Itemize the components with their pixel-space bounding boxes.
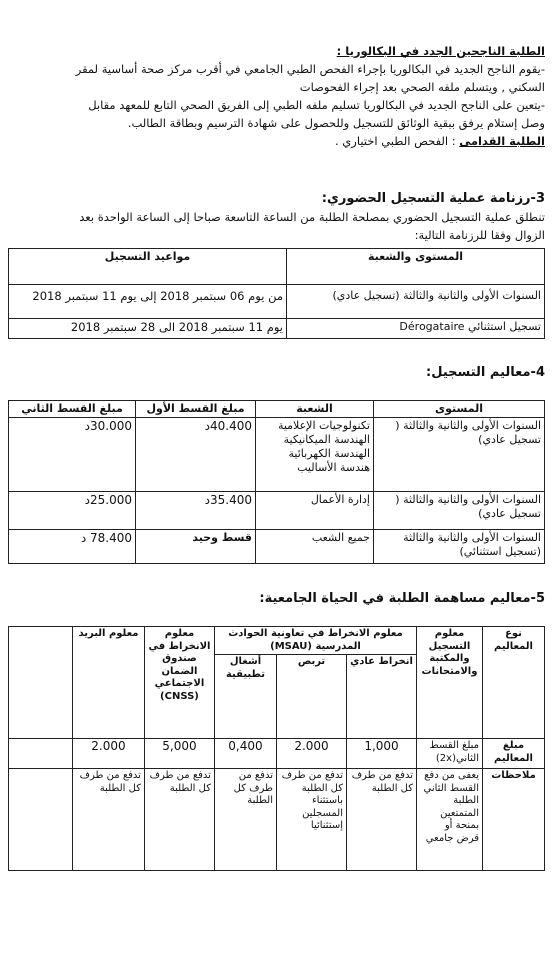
table-row (8, 769, 544, 871)
notes-row-label: ملاحظات (483, 769, 545, 871)
contrib-header-post: معلوم البريد (72, 627, 144, 739)
table-row (9, 492, 545, 530)
fees-first-cell: 40.400د (136, 418, 256, 492)
fees-header-second: مبلغ القسط الثاني (9, 401, 136, 418)
new-students-p1-line2: السكني , ويتسلم ملفه الصحي بعد إجراء الفحوصات (299, 80, 545, 94)
new-students-p1-line1: -يقوم الناجح الجديد في البكالوريا بإجراء الفحص الطبي الجامعي في أقرب مركز صحة أساسية لمقر (75, 62, 545, 76)
fees-branch-cell: إدارة الأعمال (256, 492, 374, 530)
new-students-p2-line1: -يتعين على الناجح الجديد في البكالوريا تسليم ملفه الطبي إلى الفريق الصحي التابع للمعهد مقابل (88, 98, 545, 112)
fees-level-cell: السنوات الأولى والثانية والثالثة ( تسجيل عادي) (374, 418, 545, 492)
fees-header-level: المستوى (374, 401, 545, 418)
fees-second-cell: 78.400 د (9, 530, 136, 564)
schedule-header-dates: مواعيد التسجيل (9, 249, 287, 285)
amount-msau-intern: 2.000 (277, 739, 347, 769)
note-empty (8, 769, 72, 871)
section4-title: 4-معاليم التسجيل: (426, 365, 545, 380)
note-post: تدفع من طرف كل الطلبة (72, 769, 144, 871)
schedule-level-cell: السنوات الأولى والثانية والثالثة (تسجيل عادي) (287, 285, 545, 319)
fees-header-first: مبلغ القسط الأول (136, 401, 256, 418)
new-students-title: الطلبة الناجحين الجدد في البكالوريا : (336, 44, 545, 58)
contrib-header-empty (8, 627, 72, 739)
old-students-title: الطلبة القدامى (459, 134, 545, 148)
fees-first-cell: 35.400د (136, 492, 256, 530)
contrib-header-cnss: معلوم الانخراط في صندوق الضمان الاجتماعي (CNSS) (144, 627, 214, 739)
registration-schedule-table (8, 248, 545, 339)
contrib-header-type: نوع المعاليم (483, 627, 545, 739)
contrib-header-msau-regular: انخراط عادي (347, 655, 417, 739)
contribution-fees-table (8, 626, 545, 871)
table-row (9, 285, 545, 319)
new-students-p2-line2: وصل إستلام يرفق ببقية الوثائق للتسجيل وللحصول على شهادة الترسيم وبطاقة الطالب. (127, 116, 545, 130)
section3-desc-line2: الزوال وفقا للرزنامة التالية: (414, 228, 545, 242)
amount-registration: مبلغ القسط الثاني(2x) (417, 739, 483, 769)
schedule-header-level: المستوى والشعبة (287, 249, 545, 285)
branch-line: هندسة الأساليب (297, 461, 370, 474)
fees-level-cell: السنوات الأولى والثانية والثالثة ( تسجيل عادي) (374, 492, 545, 530)
fees-header-branch: الشعبة (256, 401, 374, 418)
table-row (9, 530, 545, 564)
amount-post: 2.000 (72, 739, 144, 769)
note-registration: يعفى من دفع القسط الثاني الطلبة المتمتعين بمنحة أو قرض جامعي (417, 769, 483, 871)
amount-msau-practical: 0,400 (214, 739, 276, 769)
registration-fees-table (8, 400, 545, 564)
fees-second-cell: 25.000د (9, 492, 136, 530)
fees-second-cell: 30.000د (9, 418, 136, 492)
contrib-header-msau-practical: أشغال تطبيقية (214, 655, 276, 739)
schedule-dates-cell: يوم 11 سبتمبر 2018 الى 28 سبتمبر 2018 (9, 319, 287, 339)
contrib-header-registration: معلوم التسجيل والمكتبة والامتحانات (417, 627, 483, 739)
branch-line: تكنولوجيات الإعلامية (277, 419, 370, 432)
schedule-dates-cell: من يوم 06 سبتمبر 2018 إلى يوم 11 سبتمبر 2018 (9, 285, 287, 319)
note-cnss: تدفع من طرف كل الطلبة (144, 769, 214, 871)
section3-title: 3-رزنامة عملية التسجيل الحضوري: (321, 191, 545, 206)
old-students-text: : الفحص الطبي اختياري . (334, 134, 456, 148)
schedule-level-cell: تسجيل استثنائي Dérogataire (287, 319, 545, 339)
note-msau-intern: تدفع من طرف كل الطلبة باستثناء المسجلين إستثنائيا (277, 769, 347, 871)
section5-title: 5-معاليم مساهمة الطلبة في الحياة الجامعية: (259, 591, 545, 606)
amount-msau-regular: 1,000 (347, 739, 417, 769)
amounts-row-label: مبلغ المعاليم (483, 739, 545, 769)
table-row (9, 319, 545, 339)
branch-line: الهندسة الكهربائية (288, 447, 370, 460)
fees-branch-cell: جميع الشعب (256, 530, 374, 564)
section3-desc-line1: تنطلق عملية التسجيل الحضوري بمصلحة الطلبة من الساعة التاسعة صباحا إلى الساعة الواحدة بعد (79, 210, 545, 224)
amount-cnss: 5,000 (144, 739, 214, 769)
note-msau-regular: تدفع من طرف كل الطلبة (347, 769, 417, 871)
fees-branch-cell (256, 418, 374, 492)
table-row (9, 418, 545, 492)
contrib-header-msau-intern: تربص (277, 655, 347, 739)
fees-first-cell: قسط وحيد (136, 530, 256, 564)
branch-line: الهندسة الميكانيكية (283, 433, 370, 446)
note-msau-practical: تدفع من طرف كل الطلبة (214, 769, 276, 871)
table-row (8, 739, 544, 769)
old-students-line (335, 134, 545, 148)
contrib-header-msau: معلوم الانخراط في تعاونية الحوادث المدرسية (MSAU) (214, 627, 416, 655)
fees-level-cell: السنوات الأولى والثانية والثالثة (تسجيل استثنائي) (374, 530, 545, 564)
amount-empty (8, 739, 72, 769)
